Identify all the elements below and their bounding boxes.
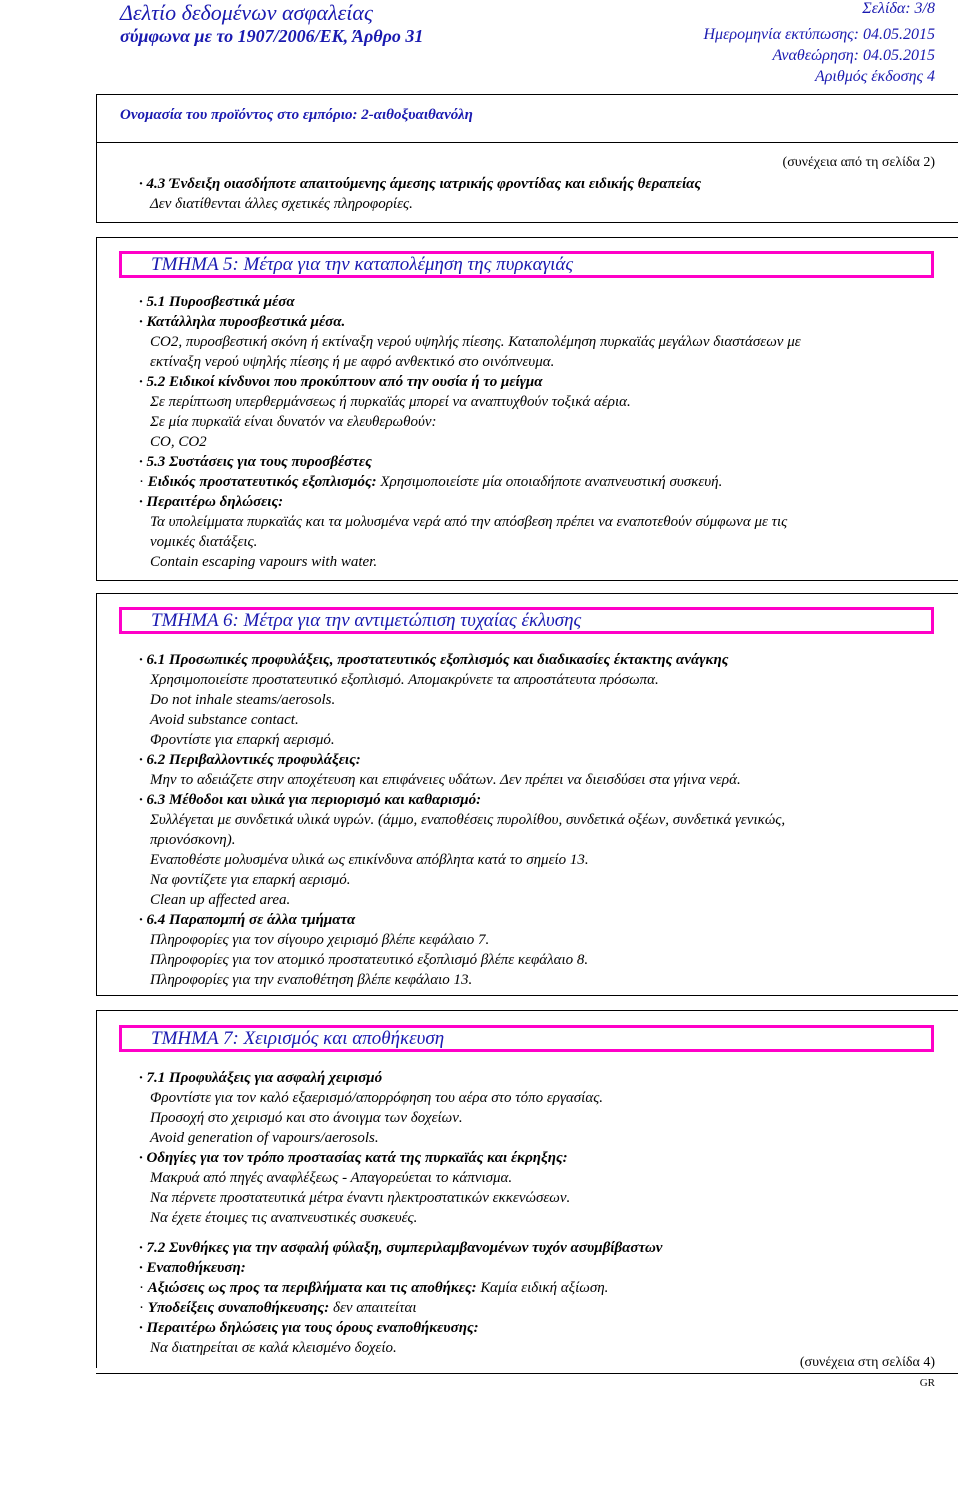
s7-2c-row: · Υποδείξεις συναποθήκευσης: δεν απαιτείται <box>139 1300 417 1316</box>
s7-1-text-2: Προσοχή στο χειρισμό και στο άνοιγμα των δοχείων. <box>150 1110 463 1126</box>
s7-2a-heading: · Εναποθήκευση: <box>139 1260 246 1276</box>
left-border-s4 <box>96 142 97 222</box>
s5-2-text-3: CO, CO2 <box>150 434 207 450</box>
continued-to-note: (συνέχεια στη σελίδα 4) <box>799 1355 935 1370</box>
s6-4-text-3: Πληροφορίες για την εναποθέτηση βλέπε κεφάλαιο 13. <box>150 972 473 988</box>
s6-1-heading: · 6.1 Προσωπικές προφυλάξεις, προστατευτικός εξοπλισμός και διαδικασίες έκτακτης ανάγκης <box>139 652 729 668</box>
s7-2-heading: · 7.2 Συνθήκες για την ασφαλή φύλαξη, συμπεριλαμβανομένων τυχόν ασυμβίβαστων <box>139 1240 663 1256</box>
s6-2-heading: · 6.2 Περιβαλλοντικές προφυλάξεις: <box>139 752 361 768</box>
page-number: Σελίδα: 3/8 <box>862 0 935 17</box>
s5-3b-heading: · Περαιτέρω δηλώσεις: <box>139 494 284 510</box>
s7-1b-text-3: Να έχετε έτοιμες τις αναπνευστικές συσκευές. <box>150 1210 418 1226</box>
s7-2c-text: δεν απαιτείται <box>332 1300 417 1316</box>
section-7-header <box>119 1025 934 1052</box>
product-divider <box>96 142 958 143</box>
s5-1a-heading-text: Κατάλληλα πυροσβεστικά μέσα. <box>146 314 346 330</box>
print-date: Ημερομηνία εκτύπωσης: 04.05.2015 <box>703 26 935 43</box>
s4-text: Δεν διατίθενται άλλες σχετικές πληροφορίες. <box>150 196 413 212</box>
s7-2d-heading: · Περαιτέρω δηλώσεις για τους όρους εναποθήκευσης: <box>139 1320 479 1336</box>
section-5-header <box>119 251 934 278</box>
s7-1-heading: · 7.1 Προφυλάξεις για ασφαλή χειρισμό <box>139 1070 383 1086</box>
s6-4-text-2: Πληροφορίες για τον ατομικό προστατευτικό εξοπλισμό βλέπε κεφάλαιο 8. <box>150 952 589 968</box>
s5-3b-label: Περαιτέρω δηλώσεις: <box>146 494 284 510</box>
s6-2-heading-text: 6.2 Περιβαλλοντικές προφυλάξεις: <box>146 752 361 768</box>
s5-bottom-divider <box>96 580 958 581</box>
country-code: GR <box>919 1377 935 1389</box>
s5-2-heading: · 5.2 Ειδικοί κίνδυνοι που προκύπτουν από την ουσία ή το μείγμα <box>139 374 543 390</box>
s4-heading: · 4.3 Ένδειξη οιασδήποτε απαιτούμενης άμεσης ιατρικής φροντίδας και ειδικής θεραπείας <box>139 176 702 192</box>
s5-3b-text-3: Contain escaping vapours with water. <box>150 554 378 570</box>
s7-2c-label: Υποδείξεις συναποθήκευσης: <box>147 1300 330 1316</box>
s6-bottom-divider <box>96 995 958 996</box>
document-subtitle: σύμφωνα με το 1907/2006/ΕΚ, Άρθρο 31 <box>120 26 424 46</box>
section-7-title: ΤΜΗΜΑ 7: Χειρισμός και αποθήκευση <box>151 1028 445 1049</box>
s6-3-heading-text: 6.3 Μέθοδοι και υλικά για περιορισμό και καθαρισμό: <box>146 792 482 808</box>
s5-1-text-2: εκτίναξη νερού υψηλής πίεσης ή με αφρό ανθεκτικό στο οινόπνευμα. <box>150 354 555 370</box>
s6-4-text-1: Πληροφορίες για τον σίγουρο χειρισμό βλέπε κεφάλαιο 7. <box>150 932 490 948</box>
s5-2-text-1: Σε περίπτωση υπερθερμάνσεως ή πυρκαϊάς μπορεί να αναπτυχθούν τοξικά αέρια. <box>150 394 631 410</box>
version-number: Αριθμός έκδοσης 4 <box>814 68 935 85</box>
s6-4-heading-text: 6.4 Παραπομπή σε άλλα τμήματα <box>146 912 356 928</box>
s6-3-text-5: Clean up affected area. <box>150 892 291 908</box>
s6-4-heading: · 6.4 Παραπομπή σε άλλα τμήματα <box>139 912 356 928</box>
s7-2-heading-text: 7.2 Συνθήκες για την ασφαλή φύλαξη, συμπεριλαμβανομένων τυχόν ασυμβίβαστων <box>146 1240 663 1256</box>
revision-date: Αναθεώρηση: 04.05.2015 <box>772 47 935 64</box>
s4-divider <box>96 222 958 223</box>
s7-2b-row: · Αξιώσεις ως προς τα περιβλήματα και τις αποθήκες: Καμία ειδική αξίωση. <box>139 1280 609 1296</box>
section-5-title: ΤΜΗΜΑ 5: Μέτρα για την καταπολέμηση της πυρκαγιάς <box>151 254 574 275</box>
s7-1-heading-text: 7.1 Προφυλάξεις για ασφαλή χειρισμό <box>146 1070 383 1086</box>
s5-1-text-1: CO2, πυροσβεστική σκόνη ή εκτίναξη νερού υψηλής πίεσης. Καταπολέμηση πυρκαϊάς μεγάλων διαστάσεων με <box>150 334 801 350</box>
s7-1-text-3: Avoid generation of vapours/aerosols. <box>150 1130 379 1146</box>
s6-1-text-4: Φροντίστε για επαρκή αερισμό. <box>150 732 335 748</box>
section-6-header <box>119 607 934 634</box>
s5-1a-heading: · Κατάλληλα πυροσβεστικά μέσα. <box>139 314 346 330</box>
s5-3b-text-2: νομικές διατάξεις. <box>150 534 258 550</box>
continued-from-note: (συνέχεια από τη σελίδα 2) <box>782 155 935 170</box>
s6-3-text-4: Να φοντίζετε για επαρκή αερισμό. <box>150 872 351 888</box>
s5-top-divider <box>96 237 958 238</box>
s7-1b-text-1: Μακρυά από πηγές αναφλέξεως - Απαγορεύεται το κάπνισμα. <box>150 1170 513 1186</box>
s5-3b-text-1: Τα υπολείμματα πυρκαϊάς και τα μολυσμένα νερά από την απόσβεση πρέπει να εναποτεθούν σύμφωνα με τις <box>150 514 788 530</box>
s7-2b-text: Καμία ειδική αξίωση. <box>480 1280 609 1296</box>
s6-3-text-3: Εναποθέστε μολυσμένα υλικά ως επικίνδυνα απόβλητα κατά το σημείο 13. <box>150 852 589 868</box>
footer-divider <box>96 1373 958 1374</box>
s5-3a-text: Χρησιμοποιείστε μία οποιαδήποτε αναπνευστική συσκευή. <box>380 474 723 490</box>
left-border-s7 <box>96 1010 97 1368</box>
s6-1-text-2: Do not inhale steams/aerosols. <box>150 692 336 708</box>
s5-1-heading: · 5.1 Πυροσβεστικά μέσα <box>139 294 295 310</box>
s5-3a-label: Ειδικός προστατευτικός εξοπλισμός: <box>147 474 377 490</box>
s5-3-heading: · 5.3 Συστάσεις για τους πυροσβέστες <box>139 454 372 470</box>
s7-2a-heading-text: Εναποθήκευση: <box>146 1260 246 1276</box>
s7-2b-label: Αξιώσεις ως προς τα περιβλήματα και τις αποθήκες: <box>147 1280 477 1296</box>
s6-2-text: Μην το αδειάζετε στην αποχέτευση και επιφάνειες υδάτων. Δεν πρέπει να διεισδύσει στα γήινα νερά. <box>150 772 741 788</box>
s6-3-text-1: Συλλέγεται με συνδετικά υλικά υγρών. (άμμο, εναποθέσεις πυρολίθου, συνδετικά οξέων, συνδετικά γενικώς, <box>150 812 786 828</box>
s5-3a-row: · Ειδικός προστατευτικός εξοπλισμός: Χρησιμοποιείστε μία οποιαδήποτε αναπνευστική συσκευή. <box>139 474 723 490</box>
header-divider <box>96 94 958 95</box>
s5-2-heading-text: 5.2 Ειδικοί κίνδυνοι που προκύπτουν από την ουσία ή το μείγμα <box>146 374 543 390</box>
left-border-s5 <box>96 237 97 580</box>
s4-heading-text: 4.3 Ένδειξη οιασδήποτε απαιτούμενης άμεσης ιατρικής φροντίδας και ειδικής θεραπείας <box>146 176 702 192</box>
section-6-title: ΤΜΗΜΑ 6: Μέτρα για την αντιμετώπιση τυχαίας έκλυσης <box>151 610 582 631</box>
s6-1-heading-text: 6.1 Προσωπικές προφυλάξεις, προστατευτικός εξοπλισμός και διαδικασίες έκτακτης ανάγκης <box>146 652 729 668</box>
s7-1b-heading: · Οδηγίες για τον τρόπο προστασίας κατά της πυρκαϊάς και έκρηξης: <box>139 1150 568 1166</box>
left-border-s6 <box>96 593 97 995</box>
s6-3-text-2: πριονόσκονη). <box>150 832 236 848</box>
s7-1-text-1: Φροντίστε για τον καλό εξαερισμό/απορρόφηση του αέρα στο τόπο εργασίας. <box>150 1090 604 1106</box>
s7-top-divider <box>96 1010 958 1011</box>
s7-1b-text-2: Να πέρνετε προστατευτικά μέτρα έναντι ηλεκτροστατικών εκκενώσεων. <box>150 1190 571 1206</box>
s6-1-text-3: Avoid substance contact. <box>150 712 299 728</box>
s5-2-text-2: Σε μία πυρκαϊά είναι δυνατόν να ελευθερωθούν: <box>150 414 437 430</box>
s7-2d-label: Περαιτέρω δηλώσεις για τους όρους εναποθήκευσης: <box>146 1320 479 1336</box>
s6-top-divider <box>96 593 958 594</box>
s5-3-heading-text: 5.3 Συστάσεις για τους πυροσβέστες <box>146 454 372 470</box>
s5-1-heading-text: 5.1 Πυροσβεστικά μέσα <box>146 294 295 310</box>
left-border-header <box>96 94 97 142</box>
product-name: Ονομασία του προϊόντος στο εμπόριο: 2-αιθοξυαιθανόλη <box>120 107 473 123</box>
s6-1-text-1: Χρησιμοποιείστε προστατευτικό εξοπλισμό. Απομακρύνετε τα απροστάτευτα πρόσωπα. <box>150 672 659 688</box>
s6-3-heading: · 6.3 Μέθοδοι και υλικά για περιορισμό και καθαρισμό: <box>139 792 482 808</box>
s7-2d-text: Να διατηρείται σε καλά κλεισμένο δοχείο. <box>150 1340 397 1356</box>
document-title: Δελτίο δεδομένων ασφαλείας <box>120 0 373 25</box>
s7-1b-heading-text: Οδηγίες για τον τρόπο προστασίας κατά της πυρκαϊάς και έκρηξης: <box>146 1150 568 1166</box>
